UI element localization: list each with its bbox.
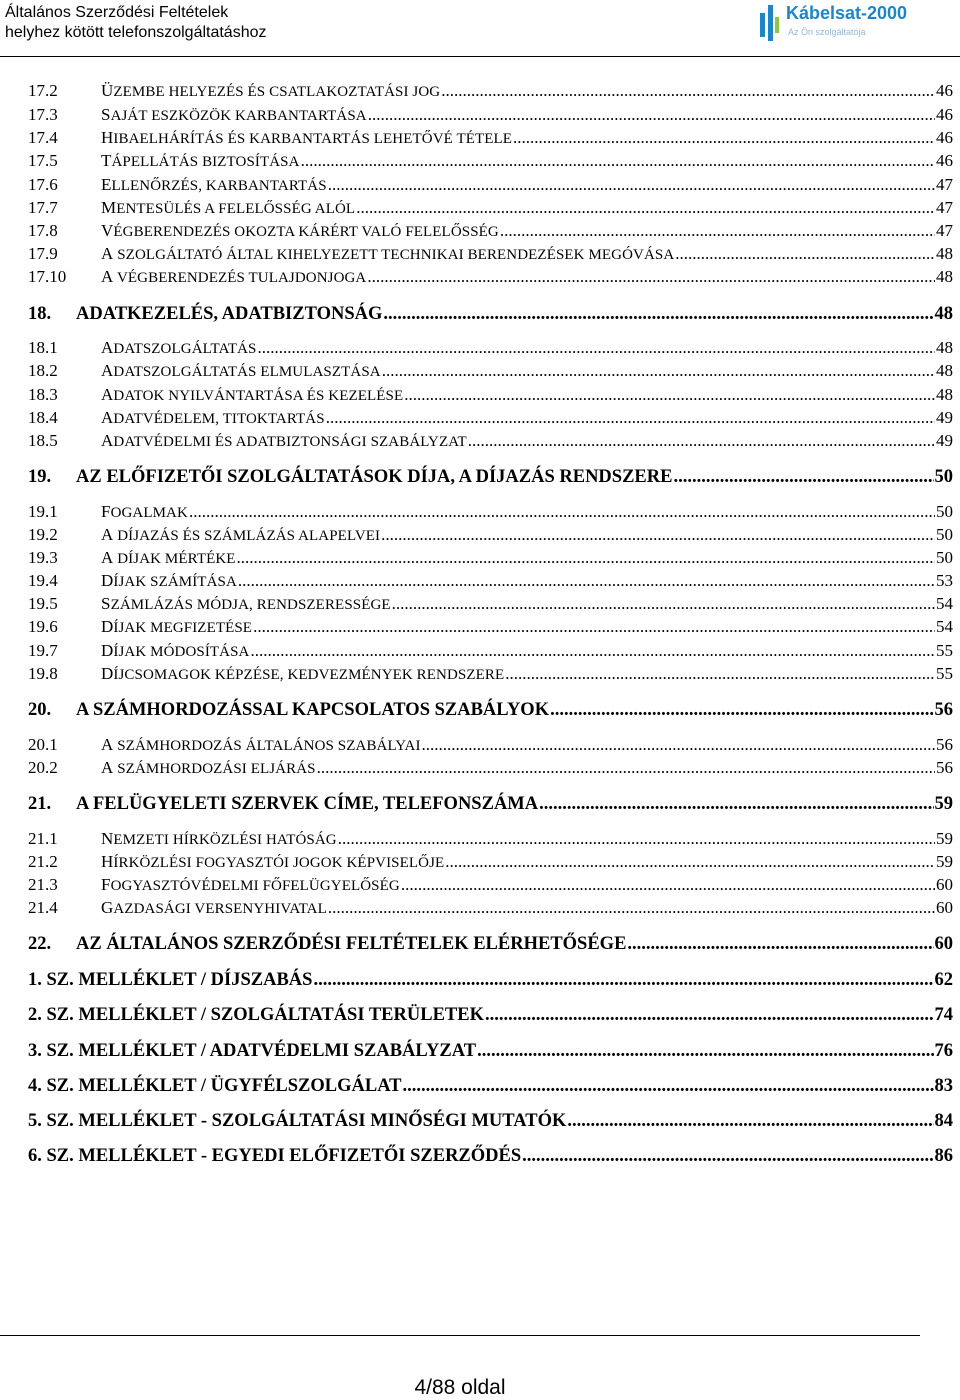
toc-entry-title: AZ ELŐFIZETŐI SZOLGÁLTATÁSOK DÍJA, A DÍJAZÁS RENDSZERE bbox=[76, 467, 673, 487]
toc-entry-page: 47 bbox=[936, 198, 953, 217]
toc-entry-page: 54 bbox=[936, 617, 953, 636]
toc-dot-leader bbox=[328, 174, 935, 196]
toc-entry[interactable] bbox=[28, 547, 953, 569]
toc-dot-leader bbox=[381, 524, 935, 546]
toc-entry-number: 17.8 bbox=[28, 221, 58, 240]
toc-dot-leader bbox=[392, 593, 935, 615]
toc-dot-leader bbox=[441, 80, 935, 102]
toc-entry[interactable] bbox=[28, 792, 953, 816]
toc-entry[interactable] bbox=[28, 874, 953, 896]
toc-entry-page: 48 bbox=[936, 267, 953, 286]
toc-dot-leader bbox=[675, 243, 935, 265]
toc-entry[interactable] bbox=[28, 734, 953, 756]
toc-entry-title: DÍJAK SZÁMÍTÁSA bbox=[101, 571, 237, 590]
toc-entry[interactable] bbox=[28, 127, 953, 149]
toc-entry-page: 48 bbox=[936, 361, 953, 380]
toc-entry-title: ADATKEZELÉS, ADATBIZTONSÁG bbox=[76, 304, 383, 324]
toc-entry-number: 17.2 bbox=[28, 81, 58, 100]
toc-entry[interactable] bbox=[28, 593, 953, 615]
toc-entry-number: 17.10 bbox=[28, 267, 67, 286]
toc-dot-leader bbox=[422, 734, 935, 756]
toc-dot-leader bbox=[627, 932, 933, 956]
toc-entry-page: 55 bbox=[936, 641, 953, 660]
toc-entry-page: 84 bbox=[934, 1111, 953, 1131]
toc-dot-leader bbox=[367, 266, 935, 288]
toc-entry-page: 48 bbox=[936, 338, 953, 357]
toc-entry-number: 17.5 bbox=[28, 151, 58, 170]
footer-divider bbox=[0, 1335, 920, 1336]
toc-entry-title: ÜZEMBE HELYEZÉS ÉS CSATLAKOZTATÁSI JOG bbox=[101, 81, 441, 100]
toc-entry-number: 18.2 bbox=[28, 361, 58, 380]
toc-entry-number: 21. bbox=[28, 794, 52, 814]
toc-entry[interactable] bbox=[28, 337, 953, 359]
toc-dot-leader bbox=[328, 897, 935, 919]
toc-dot-leader bbox=[539, 792, 933, 816]
toc-dot-leader bbox=[356, 197, 935, 219]
toc-entry-title: ADATOK NYILVÁNTARTÁSA ÉS KEZELÉSE bbox=[101, 385, 404, 404]
toc-entry[interactable] bbox=[28, 407, 953, 429]
toc-entry-title: DÍJCSOMAGOK KÉPZÉSE, KEDVEZMÉNYEK RENDSZERE bbox=[101, 664, 505, 683]
toc-entry-number: 19.3 bbox=[28, 548, 58, 567]
toc-entry-title: 2. SZ. MELLÉKLET / SZOLGÁLTATÁSI TERÜLETEK bbox=[28, 1005, 484, 1025]
toc-entry-page: 83 bbox=[934, 1076, 953, 1096]
toc-entry-page: 56 bbox=[934, 700, 953, 720]
toc-entry-number: 19.8 bbox=[28, 664, 58, 683]
toc-entry-page: 60 bbox=[936, 898, 953, 917]
company-logo bbox=[758, 3, 958, 45]
toc-entry-page: 86 bbox=[934, 1146, 953, 1166]
toc-entry-page: 56 bbox=[936, 735, 953, 754]
page-header bbox=[0, 0, 960, 58]
toc-dot-leader bbox=[550, 698, 933, 722]
toc-entry-page: 50 bbox=[936, 548, 953, 567]
toc-entry-page: 46 bbox=[936, 151, 953, 170]
toc-entry-number: 19.5 bbox=[28, 594, 58, 613]
toc-entry-page: 74 bbox=[934, 1005, 953, 1025]
toc-dot-leader bbox=[238, 570, 935, 592]
toc-entry-page: 46 bbox=[936, 81, 953, 100]
document-title bbox=[5, 3, 267, 43]
toc-entry-number: 21.4 bbox=[28, 898, 58, 917]
toc-entry-page: 48 bbox=[934, 304, 953, 324]
toc-entry-title: FOGALMAK bbox=[101, 502, 188, 521]
toc-entry[interactable] bbox=[28, 1144, 953, 1168]
toc-entry[interactable] bbox=[28, 501, 953, 523]
toc-entry[interactable] bbox=[28, 80, 953, 102]
toc-entry-title: VÉGBERENDEZÉS OKOZTA KÁRÉRT VALÓ FELELŐSSÉG bbox=[101, 221, 499, 240]
toc-entry-page: 59 bbox=[936, 852, 953, 871]
toc-dot-leader bbox=[404, 384, 935, 406]
toc-entry[interactable] bbox=[28, 1003, 953, 1027]
toc-entry[interactable] bbox=[28, 968, 953, 992]
toc-dot-leader bbox=[383, 302, 933, 326]
toc-entry-page: 53 bbox=[936, 571, 953, 590]
toc-entry[interactable] bbox=[28, 1109, 953, 1133]
toc-entry[interactable] bbox=[28, 243, 953, 265]
toc-entry[interactable] bbox=[28, 220, 953, 242]
toc-dot-leader bbox=[189, 501, 935, 523]
toc-entry-title: A SZOLGÁLTATÓ ÁLTAL KIHELYEZETT TECHNIKAI BERENDEZÉSEK MEGÓVÁSA bbox=[101, 244, 675, 263]
toc-dot-leader bbox=[313, 968, 933, 992]
toc-entry-title: FOGYASZTÓVÉDELMI FŐFELÜGYELŐSÉG bbox=[101, 875, 400, 894]
toc-dot-leader bbox=[485, 1003, 934, 1027]
document-title-line-2: helyhez kötött telefonszolgáltatáshoz bbox=[5, 24, 267, 41]
toc-entry-page: 49 bbox=[936, 408, 953, 427]
toc-entry-title: A SZÁMHORDOZÁS ÁLTALÁNOS SZABÁLYAI bbox=[101, 735, 421, 754]
toc-entry-page: 50 bbox=[936, 502, 953, 521]
toc-entry-number: 19.1 bbox=[28, 502, 58, 521]
toc-entry[interactable] bbox=[28, 174, 953, 196]
toc-entry-page: 50 bbox=[936, 525, 953, 544]
toc-entry-number: 20.2 bbox=[28, 758, 58, 777]
toc-entry[interactable] bbox=[28, 698, 953, 722]
toc-dot-leader bbox=[673, 465, 933, 489]
toc-dot-leader bbox=[382, 360, 935, 382]
toc-entry[interactable] bbox=[28, 524, 953, 546]
toc-entry-page: 54 bbox=[936, 594, 953, 613]
toc-dot-leader bbox=[237, 547, 935, 569]
toc-entry[interactable] bbox=[28, 570, 953, 592]
toc-entry[interactable] bbox=[28, 150, 953, 172]
toc-entry-number: 17.4 bbox=[28, 128, 58, 147]
toc-entry[interactable] bbox=[28, 430, 953, 452]
toc-entry[interactable] bbox=[28, 1074, 953, 1098]
header-divider bbox=[0, 56, 960, 57]
toc-entry[interactable] bbox=[28, 104, 953, 126]
logo-name: Kábelsat-2000 bbox=[786, 3, 908, 23]
toc-entry-page: 55 bbox=[936, 664, 953, 683]
toc-entry-page: 46 bbox=[936, 105, 953, 124]
toc-entry[interactable] bbox=[28, 197, 953, 219]
document-title-line-1: Általános Szerződési Feltételek bbox=[5, 4, 229, 21]
toc-entry-title: NEMZETI HÍRKÖZLÉSI HATÓSÁG bbox=[101, 829, 337, 848]
toc-entry[interactable] bbox=[28, 851, 953, 873]
toc-dot-leader bbox=[500, 220, 935, 242]
toc-entry-title: HÍRKÖZLÉSI FOGYASZTÓI JOGOK KÉPVISELŐJE bbox=[101, 852, 445, 871]
page-number: 4/88 oldal bbox=[414, 1376, 506, 1399]
toc-entry[interactable] bbox=[28, 266, 953, 288]
toc-entry-number: 18.1 bbox=[28, 338, 58, 357]
toc-entry[interactable] bbox=[28, 384, 953, 406]
toc-entry-page: 56 bbox=[936, 758, 953, 777]
toc-entry-title: TÁPELLÁTÁS BIZTOSÍTÁSA bbox=[101, 151, 300, 170]
toc-entry-number: 17.9 bbox=[28, 244, 58, 263]
toc-entry-number: 22. bbox=[28, 934, 52, 954]
toc-dot-leader bbox=[301, 150, 935, 172]
toc-entry-title: GAZDASÁGI VERSENYHIVATAL bbox=[101, 898, 327, 917]
toc-entry-number: 20. bbox=[28, 700, 52, 720]
toc-entry-title: SZÁMLÁZÁS MÓDJA, RENDSZERESSÉGE bbox=[101, 594, 391, 613]
toc-entry[interactable] bbox=[28, 465, 953, 489]
toc-entry-title: A FELÜGYELETI SZERVEK CÍME, TELEFONSZÁMA bbox=[76, 794, 539, 814]
toc-dot-leader bbox=[257, 337, 935, 359]
toc-entry-title: ADATVÉDELMI ÉS ADATBIZTONSÁGI SZABÁLYZAT bbox=[101, 431, 467, 450]
toc-entry[interactable] bbox=[28, 302, 953, 326]
toc-entry-title: ELLENŐRZÉS, KARBANTARTÁS bbox=[101, 175, 327, 194]
toc-entry-number: 18.3 bbox=[28, 385, 58, 404]
toc-entry-number: 19.4 bbox=[28, 571, 58, 590]
toc-entry[interactable] bbox=[28, 897, 953, 919]
toc-entry-title: HIBAELHÁRÍTÁS ÉS KARBANTARTÁS LEHETŐVÉ TÉTELE bbox=[101, 128, 513, 147]
toc-entry-title: SAJÁT ESZKÖZÖK KARBANTARTÁSA bbox=[101, 105, 367, 124]
toc-entry[interactable] bbox=[28, 757, 953, 779]
logo-bars-icon bbox=[760, 3, 780, 41]
toc-dot-leader bbox=[338, 828, 935, 850]
toc-dot-leader bbox=[403, 1074, 934, 1098]
toc-entry[interactable] bbox=[28, 1039, 953, 1063]
toc-dot-leader bbox=[567, 1109, 933, 1133]
toc-entry-title: MENTESÜLÉS A FELELŐSSÉG ALÓL bbox=[101, 198, 356, 217]
toc-dot-leader bbox=[513, 127, 935, 149]
toc-entry-page: 47 bbox=[936, 221, 953, 240]
logo-tagline: Az Ön szolgáltatója bbox=[788, 27, 866, 37]
toc-entry-page: 50 bbox=[934, 467, 953, 487]
toc-entry-title: 6. SZ. MELLÉKLET - EGYEDI ELŐFIZETŐI SZERZŐDÉS bbox=[28, 1146, 522, 1166]
toc-entry-title: A SZÁMHORDOZÁSSAL KAPCSOLATOS SZABÁLYOK bbox=[76, 700, 550, 720]
toc-dot-leader bbox=[253, 616, 935, 638]
toc-entry-title: 3. SZ. MELLÉKLET / ADATVÉDELMI SZABÁLYZAT bbox=[28, 1041, 477, 1061]
toc-entry[interactable] bbox=[28, 616, 953, 638]
toc-entry-page: 59 bbox=[936, 829, 953, 848]
toc-entry-title: ADATSZOLGÁLTATÁS bbox=[101, 338, 257, 357]
toc-entry-title: 4. SZ. MELLÉKLET / ÜGYFÉLSZOLGÁLAT bbox=[28, 1076, 402, 1096]
toc-entry-page: 47 bbox=[936, 175, 953, 194]
toc-entry-page: 49 bbox=[936, 431, 953, 450]
toc-entry-title: ADATSZOLGÁLTATÁS ELMULASZTÁSA bbox=[101, 361, 381, 380]
toc-entry-title: 5. SZ. MELLÉKLET - SZOLGÁLTATÁSI MINŐSÉGI MUTATÓK bbox=[28, 1111, 567, 1131]
toc-entry[interactable] bbox=[28, 663, 953, 685]
toc-entry-title: A DÍJAK MÉRTÉKE bbox=[101, 548, 236, 567]
toc-entry-number: 17.3 bbox=[28, 105, 58, 124]
toc-entry[interactable] bbox=[28, 640, 953, 662]
toc-entry-page: 60 bbox=[936, 875, 953, 894]
toc-entry-number: 19.2 bbox=[28, 525, 58, 544]
toc-entry-title: A DÍJAZÁS ÉS SZÁMLÁZÁS ALAPELVEI bbox=[101, 525, 381, 544]
toc-dot-leader bbox=[326, 407, 935, 429]
toc-entry-title: A SZÁMHORDOZÁSI ELJÁRÁS bbox=[101, 758, 316, 777]
toc-entry[interactable] bbox=[28, 932, 953, 956]
toc-entry-number: 21.1 bbox=[28, 829, 58, 848]
toc-entry-title: AZ ÁLTALÁNOS SZERZŐDÉSI FELTÉTELEK ELÉRHETŐSÉGE bbox=[76, 934, 627, 954]
toc-dot-leader bbox=[468, 430, 935, 452]
toc-entry-number: 18.5 bbox=[28, 431, 58, 450]
toc-entry-page: 48 bbox=[936, 244, 953, 263]
toc-entry-number: 21.3 bbox=[28, 875, 58, 894]
toc-entry-page: 48 bbox=[936, 385, 953, 404]
toc-entry-title: DÍJAK MEGFIZETÉSE bbox=[101, 617, 253, 636]
toc-entry-page: 46 bbox=[936, 128, 953, 147]
toc-dot-leader bbox=[522, 1144, 933, 1168]
toc-entry-number: 20.1 bbox=[28, 735, 58, 754]
toc-entry-number: 19.7 bbox=[28, 641, 58, 660]
toc-entry-page: 60 bbox=[934, 934, 953, 954]
toc-dot-leader bbox=[445, 851, 935, 873]
toc-dot-leader bbox=[401, 874, 935, 896]
toc-entry-number: 19.6 bbox=[28, 617, 58, 636]
toc-dot-leader bbox=[505, 663, 935, 685]
toc-entry-number: 19. bbox=[28, 467, 52, 487]
toc-entry-number: 18. bbox=[28, 304, 52, 324]
toc-entry-title: ADATVÉDELEM, TITOKTARTÁS bbox=[101, 408, 325, 427]
toc-entry-page: 62 bbox=[934, 970, 953, 990]
toc-entry[interactable] bbox=[28, 828, 953, 850]
toc-entry-title: DÍJAK MÓDOSÍTÁSA bbox=[101, 641, 250, 660]
toc-entry-number: 17.7 bbox=[28, 198, 58, 217]
toc-entry-title: 1. SZ. MELLÉKLET / DÍJSZABÁS bbox=[28, 970, 313, 990]
toc-dot-leader bbox=[368, 104, 935, 126]
toc-dot-leader bbox=[317, 757, 935, 779]
toc-entry-page: 76 bbox=[934, 1041, 953, 1061]
toc-entry-title: A VÉGBERENDEZÉS TULAJDONJOGA bbox=[101, 267, 367, 286]
toc-entry-number: 21.2 bbox=[28, 852, 58, 871]
toc-entry-number: 18.4 bbox=[28, 408, 58, 427]
toc-entry-page: 59 bbox=[934, 794, 953, 814]
toc-dot-leader bbox=[250, 640, 935, 662]
toc-entry[interactable] bbox=[28, 360, 953, 382]
toc-entry-number: 17.6 bbox=[28, 175, 58, 194]
toc-dot-leader bbox=[477, 1039, 933, 1063]
